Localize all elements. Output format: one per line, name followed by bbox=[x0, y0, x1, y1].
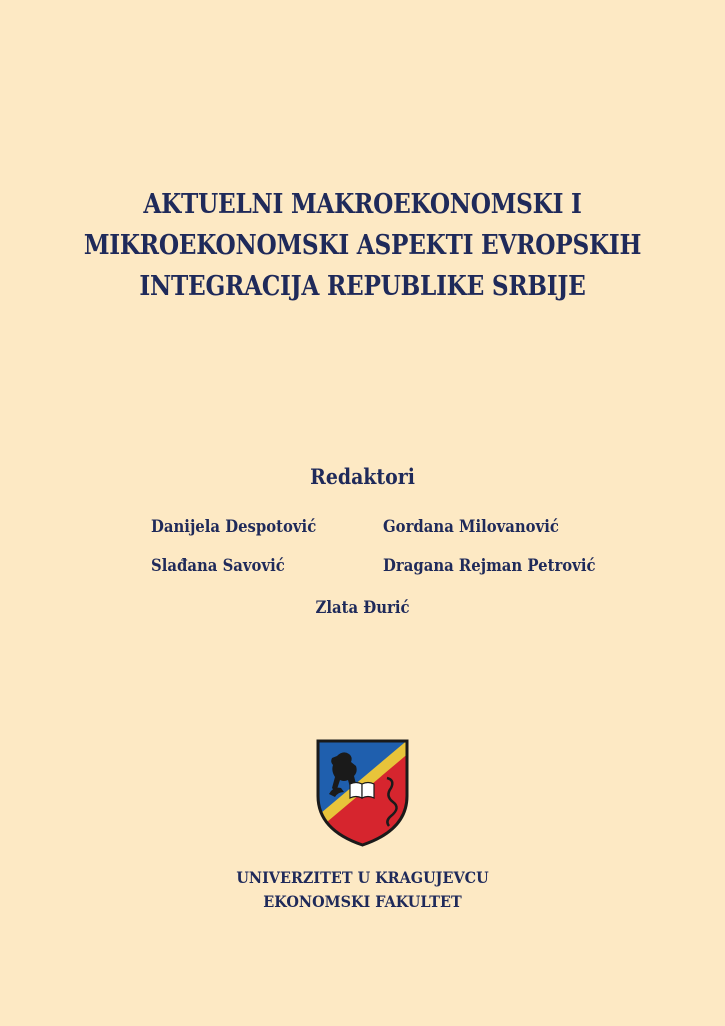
title-line-1: AKTUELNI MAKROEKONOMSKI I bbox=[143, 189, 582, 220]
editor-name: Slađana Savović bbox=[151, 556, 285, 575]
institution-line-2: EKONOMSKI FAKULTET bbox=[263, 892, 462, 911]
title-line-2: MIKROEKONOMSKI ASPEKTI EVROPSKIH bbox=[83, 230, 642, 261]
book-icon bbox=[350, 783, 374, 799]
editor-name: Danijela Despotović bbox=[151, 517, 317, 536]
title-line-3: INTEGRACIJA REPUBLIKE SRBIJE bbox=[139, 271, 586, 302]
institution-name bbox=[36, 866, 689, 914]
editor-name: Dragana Rejman Petrović bbox=[383, 556, 596, 575]
editor-name: Gordana Milovanović bbox=[383, 517, 559, 536]
institution-line-1: UNIVERZITET U KRAGUJEVCU bbox=[236, 868, 489, 887]
university-crest-icon bbox=[315, 738, 410, 848]
book-title bbox=[68, 184, 657, 307]
editor-name: Zlata Đurić bbox=[315, 598, 410, 617]
editors-heading: Redaktori bbox=[310, 464, 415, 489]
